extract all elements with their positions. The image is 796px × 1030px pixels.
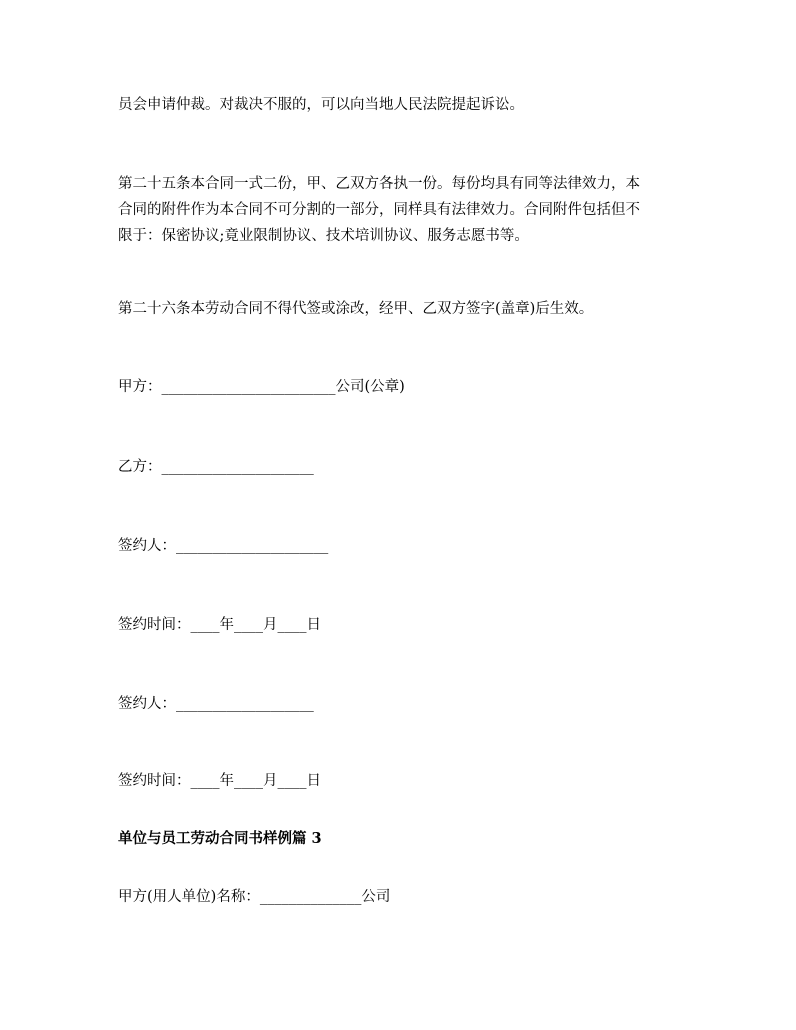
- text-line: 第二十五条本合同一式二份，甲、乙双方各执一份。每份均具有同等法律效力，本: [118, 176, 640, 192]
- party-a-signature-line: 甲方：________________________公司(公章): [118, 379, 405, 395]
- employer-name-line: 甲方(用人单位)名称：______________公司: [118, 889, 391, 905]
- text-line: 员会申请仲裁。对裁决不服的，可以向当地人民法院提起诉讼。: [118, 97, 524, 113]
- signer-line: 签约人：___________________: [118, 696, 314, 712]
- sign-date-line: 签约时间：____年____月____日: [118, 773, 321, 789]
- party-b-signature-line: 乙方：_____________________: [118, 459, 314, 475]
- section-heading: 单位与员工劳动合同书样例篇 3: [118, 830, 322, 847]
- signer-line: 签约人：_____________________: [118, 538, 329, 554]
- text-line: 限于：保密协议;竟业限制协议、技术培训协议、服务志愿书等。: [118, 228, 529, 244]
- paragraph-article-25: [118, 171, 678, 249]
- text-line: 第二十六条本劳动合同不得代签或涂改，经甲、乙双方签字(盖章)后生效。: [118, 301, 594, 317]
- text-line: 合同的附件作为本合同不可分割的一部分，同样具有法律效力。合同附件包括但不: [118, 202, 640, 218]
- paragraph-arbitration: [118, 92, 678, 118]
- paragraph-article-26: [118, 296, 678, 322]
- sign-date-line: 签约时间：____年____月____日: [118, 617, 321, 633]
